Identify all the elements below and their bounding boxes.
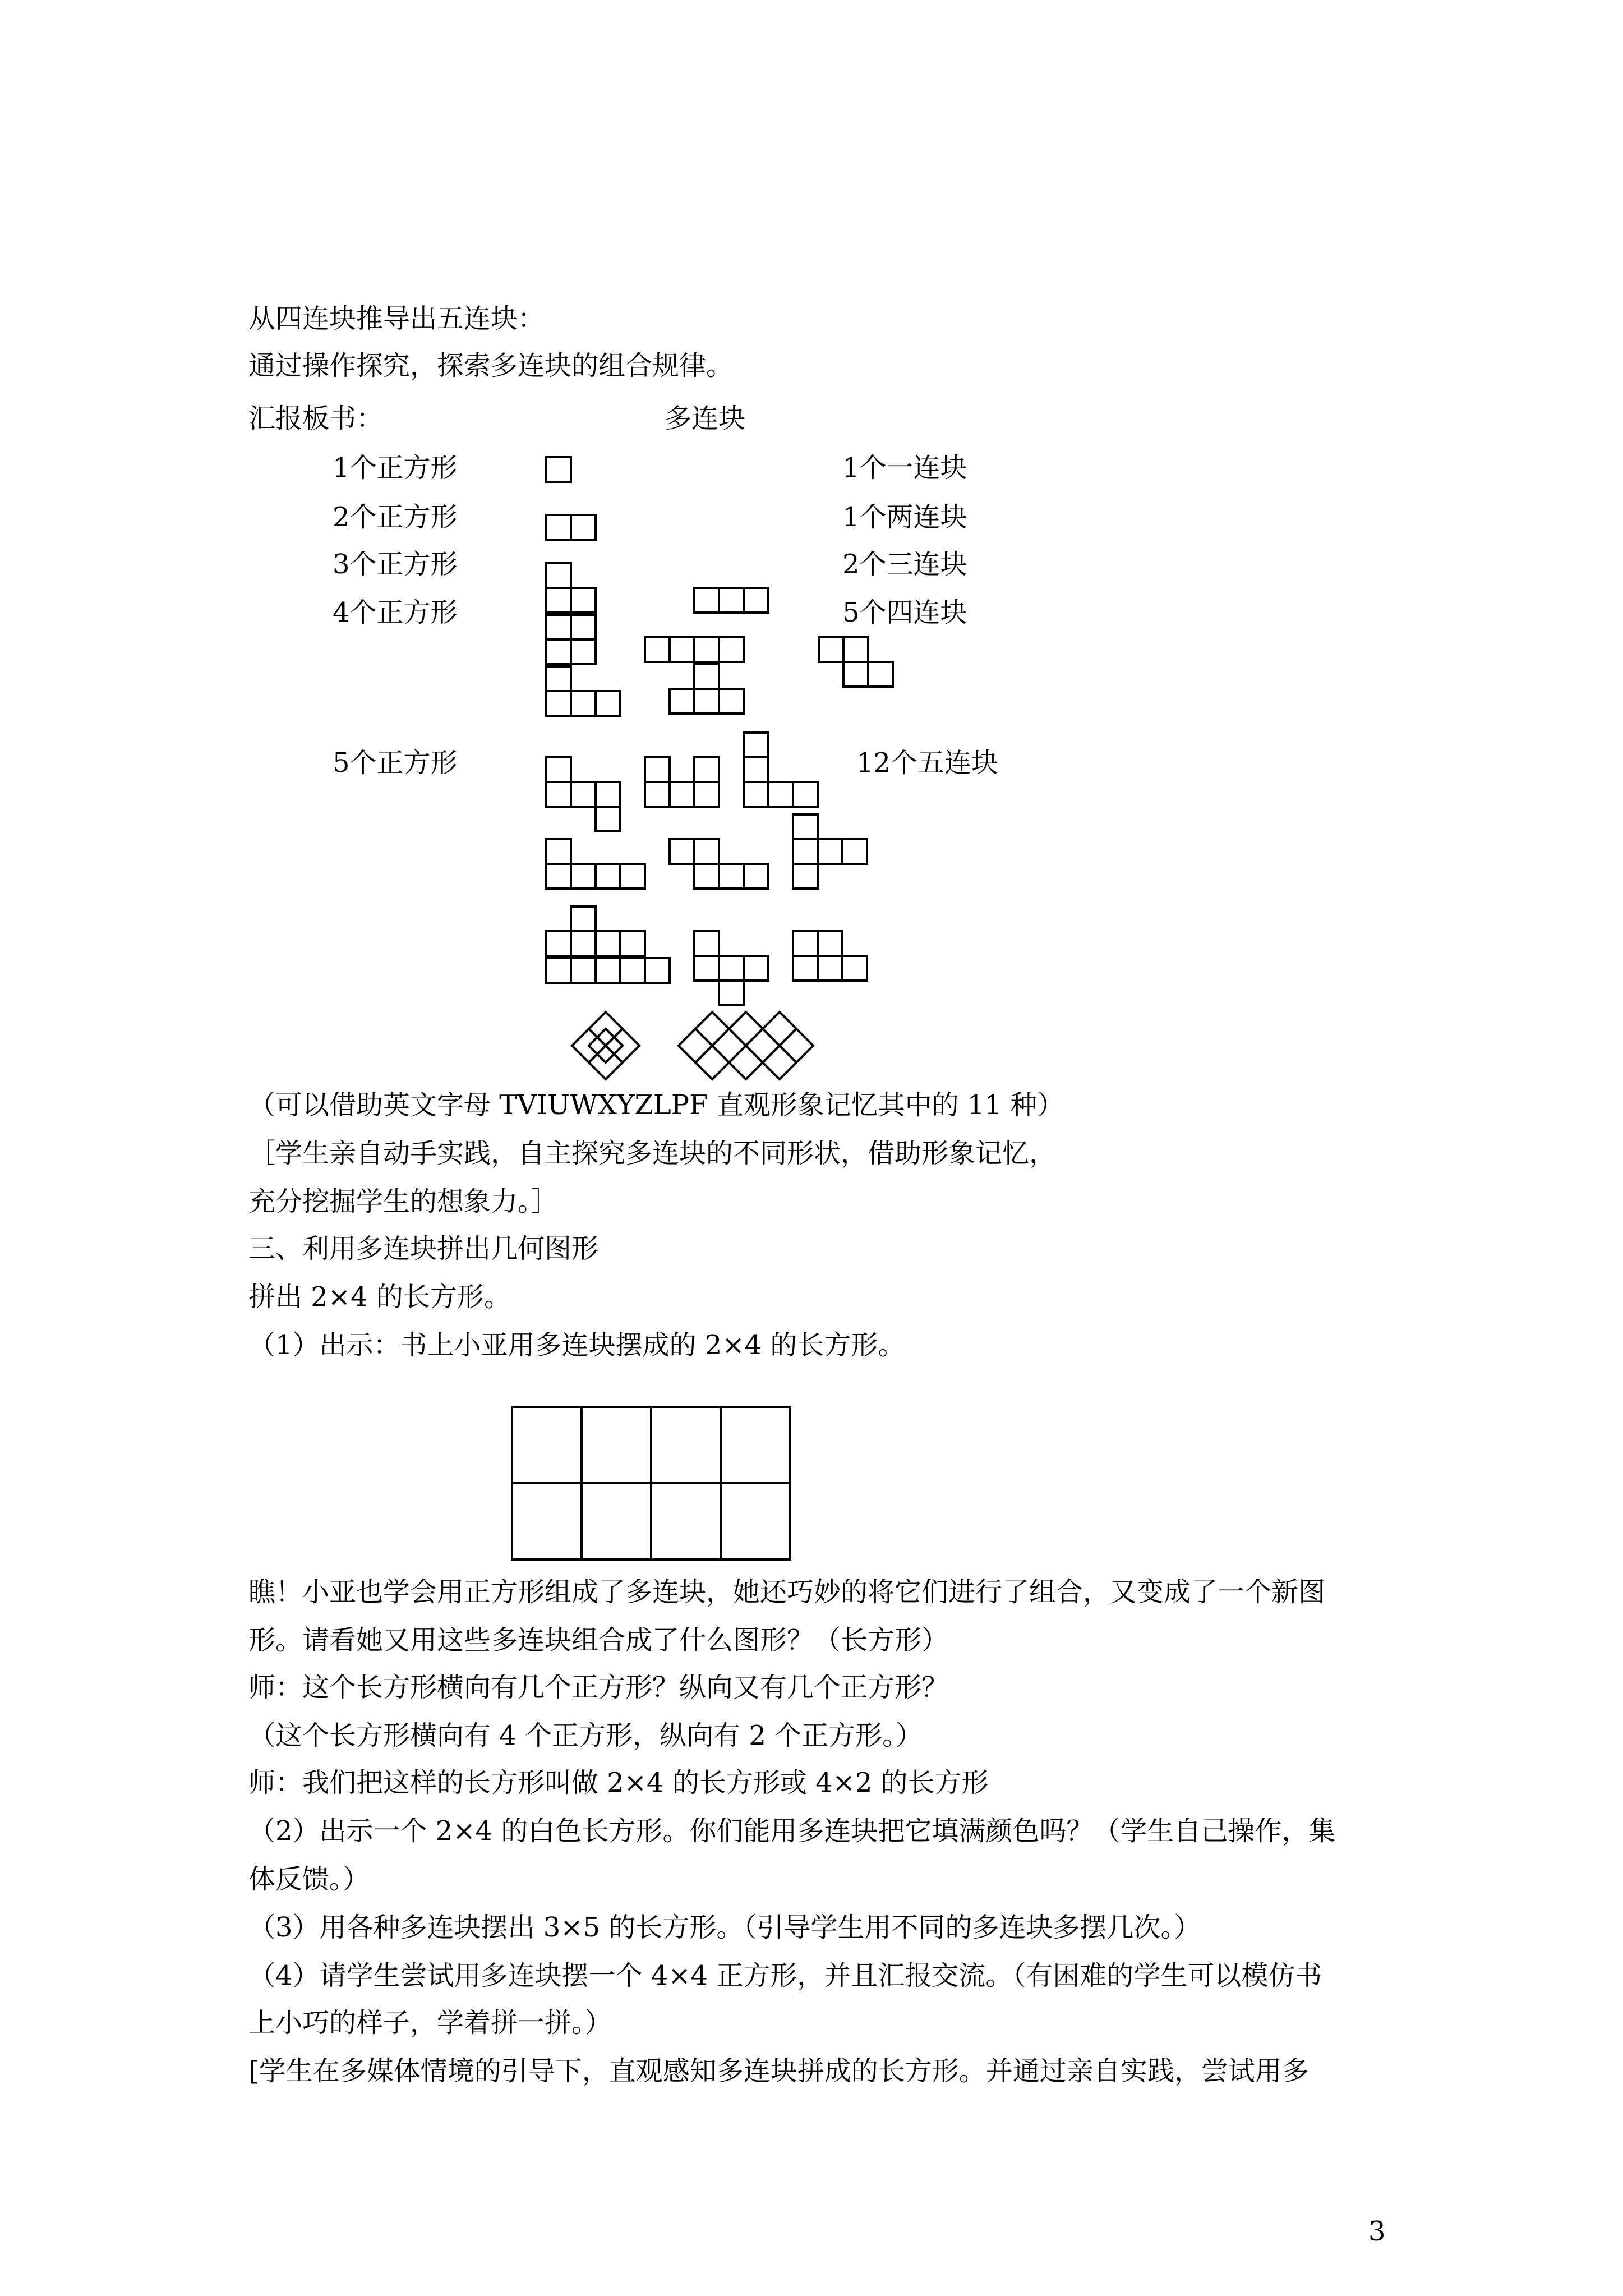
polyomino-cell xyxy=(546,864,571,889)
polyomino-cell xyxy=(695,1046,729,1079)
paragraph-7: 瞧！小亚也学会用正方形组成了多连块，她还巧妙的将它们进行了组合，又变成了一个新图 xyxy=(248,1576,1326,1608)
table-row-left: 4个正方形 xyxy=(333,597,458,628)
polyomino-cell xyxy=(546,615,571,639)
polyomino-cell xyxy=(819,637,843,662)
polyomino-cell xyxy=(670,782,694,807)
paragraph-12: （2）出示一个 2×4 的白色长方形。你们能用多连块把它填满颜色吗？（学生自己操作，集 xyxy=(248,1815,1336,1847)
table-row-left: 5个正方形 xyxy=(333,747,458,779)
paragraph-5: 拼出 2×4 的长方形。 xyxy=(248,1281,511,1313)
paragraph-17: [学生在多媒体情境的引导下，直观感知多连块拼成的长方形。并通过亲自实践，尝试用多 xyxy=(248,2055,1309,2087)
polyomino-cell xyxy=(670,689,694,714)
paragraph-2: ［学生亲自动手实践，自主探究多连块的不同形状，借助形象记忆， xyxy=(248,1138,1057,1169)
table-row-left: 2个正方形 xyxy=(333,501,458,533)
polyomino-cell xyxy=(694,689,719,714)
polyomino-cell xyxy=(645,782,670,807)
polyomino-cell xyxy=(571,691,596,716)
polyomino-cell xyxy=(546,782,571,807)
polyomino-cell xyxy=(694,588,719,613)
polyomino-cell xyxy=(571,864,596,889)
table-row-right: 1个一连块 xyxy=(842,452,967,484)
polyomino-cell xyxy=(596,691,620,716)
polyomino-cell xyxy=(763,1012,796,1046)
polyomino-cell xyxy=(596,864,620,889)
grid-cell xyxy=(582,1483,651,1559)
polyomino-cell xyxy=(746,1029,780,1062)
polyomino-cell xyxy=(546,457,571,482)
polyomino-cell xyxy=(546,691,571,716)
page-number: 3 xyxy=(1368,2216,1386,2247)
polyomino-cell xyxy=(744,956,768,981)
table-row-right: 5个四连块 xyxy=(842,597,967,628)
table-row-right: 2个三连块 xyxy=(842,549,967,580)
polyomino-cell xyxy=(793,956,818,981)
table-row-left: 1个正方形 xyxy=(333,452,458,484)
polyomino-cell xyxy=(670,637,694,662)
polyomino-cell xyxy=(719,637,744,662)
board-label: 汇报板书： xyxy=(248,403,384,434)
polyomino-cell xyxy=(546,666,571,691)
polyomino-cell xyxy=(620,958,645,983)
polyomino-cell xyxy=(842,956,867,981)
paragraph-8: 形。请看她又用这些多连块组合成了什么图形？（长方形） xyxy=(248,1625,949,1656)
polyomino-cell xyxy=(645,637,670,662)
table-row-right: 12个五连块 xyxy=(856,747,999,779)
polyomino-cell xyxy=(571,639,596,664)
grid-cell xyxy=(721,1483,790,1559)
polyomino-cell xyxy=(546,958,571,983)
polyomino-cell xyxy=(793,931,818,956)
polyomino-cell xyxy=(842,839,867,864)
polyomino-cell xyxy=(744,588,768,613)
polyomino-cell xyxy=(546,639,571,664)
table-row-right: 1个两连块 xyxy=(842,501,967,533)
grid-cell xyxy=(651,1407,721,1483)
polyomino-cell xyxy=(571,615,596,639)
polyomino-cell xyxy=(719,689,744,714)
polyomino-cell xyxy=(744,864,768,889)
polyomino-cell xyxy=(818,931,842,956)
polyomino-cell xyxy=(818,839,842,864)
polyomino-cell xyxy=(868,662,893,687)
polyomino-cell xyxy=(744,782,768,807)
polyomino-cell xyxy=(546,931,571,956)
paragraph-16: 上小巧的样子，学着拼一拼。） xyxy=(248,2007,612,2039)
polyomino-cell xyxy=(571,515,596,540)
polyomino-cell xyxy=(546,515,571,540)
polyomino-cell xyxy=(694,931,719,956)
polyomino-cell xyxy=(694,839,719,864)
polyomino-cell xyxy=(719,588,744,613)
paragraph-1: （可以借助英文字母 TVIUWXYZLPF 直观形象记忆其中的 11 种） xyxy=(248,1089,1064,1121)
grid-cell xyxy=(651,1483,721,1559)
polyomino-cell xyxy=(719,864,744,889)
polyomino-cell xyxy=(793,839,818,864)
polyomino-cell xyxy=(694,956,719,981)
intro-line-1: 从四连块推导出五连块： xyxy=(248,303,545,334)
polyomino-cell xyxy=(620,931,645,956)
paragraph-14: （3）用各种多连块摆出 3×5 的长方形。（引导学生用不同的多连块多摆几次。） xyxy=(248,1912,1201,1943)
polyomino-cell xyxy=(679,1029,712,1062)
polyomino-cell xyxy=(793,864,818,889)
grid-cell xyxy=(512,1483,582,1559)
polyomino-cell xyxy=(596,782,620,807)
polyomino-cell xyxy=(729,1012,763,1046)
polyomino-cell xyxy=(546,757,571,782)
polyomino-cell xyxy=(780,1029,813,1062)
paragraph-13: 体反馈。） xyxy=(248,1864,370,1895)
paragraph-9: 师：这个长方形横向有几个正方形？纵向又有几个正方形？ xyxy=(248,1672,949,1703)
polyomino-cell xyxy=(712,1029,746,1062)
polyomino-cell xyxy=(694,664,719,689)
polyomino-cell xyxy=(571,588,596,613)
paragraph-11: 师：我们把这样的长方形叫做 2×4 的长方形或 4×2 的长方形 xyxy=(248,1767,989,1798)
polyomino-cell xyxy=(546,839,571,864)
paragraph-3: 充分挖掘学生的想象力。］ xyxy=(248,1186,559,1217)
polyomino-cell xyxy=(596,931,620,956)
polyomino-cell xyxy=(645,757,670,782)
polyomino-cell xyxy=(670,839,694,864)
polyomino-cell xyxy=(546,588,571,613)
board-title: 多连块 xyxy=(665,403,746,434)
polyomino-cell xyxy=(645,958,670,983)
polyomino-cell xyxy=(571,931,596,956)
polyomino-cell xyxy=(694,782,719,807)
polyomino-cell xyxy=(768,782,793,807)
section-heading: 三、利用多连块拼出几何图形 xyxy=(248,1233,599,1264)
paragraph-10: （这个长方形横向有 4 个正方形，纵向有 2 个正方形。） xyxy=(248,1720,923,1751)
polyomino-cell xyxy=(719,981,744,1005)
polyomino-cell xyxy=(818,956,842,981)
polyomino-cell xyxy=(695,1012,729,1046)
polyomino-cell xyxy=(793,815,818,839)
polyomino-cell xyxy=(571,958,596,983)
polyomino-cell xyxy=(596,958,620,983)
polyomino-cell xyxy=(843,662,868,687)
polyomino-cell xyxy=(596,807,620,831)
grid-cell xyxy=(582,1407,651,1483)
polyomino-cell xyxy=(571,782,596,807)
polyomino-cell xyxy=(620,864,645,889)
grid-cell xyxy=(512,1407,582,1483)
table-row-left: 3个正方形 xyxy=(333,549,458,580)
polyomino-cell xyxy=(744,757,768,782)
polyomino-cell xyxy=(763,1046,796,1079)
polyomino-cell xyxy=(546,563,571,588)
paragraph-15: （4）请学生尝试用多连块摆一个 4×4 正方形，并且汇报交流。（有困难的学生可以模仿书 xyxy=(248,1960,1322,1991)
polyomino-cell xyxy=(694,757,719,782)
polyomino-cell xyxy=(694,637,719,662)
polyomino-cell xyxy=(843,637,868,662)
paragraph-6: （1）出示：书上小亚用多连块摆成的 2×4 的长方形。 xyxy=(248,1329,905,1361)
polyomino-cell xyxy=(744,733,768,757)
polyomino-cell xyxy=(729,1046,763,1079)
grid-cell xyxy=(721,1407,790,1483)
polyomino-cell xyxy=(694,864,719,889)
polyomino-cell xyxy=(571,907,596,931)
polyomino-cell xyxy=(719,956,744,981)
intro-line-2: 通过操作探究，探索多连块的组合规律。 xyxy=(248,350,734,381)
polyomino-cell xyxy=(793,782,818,807)
